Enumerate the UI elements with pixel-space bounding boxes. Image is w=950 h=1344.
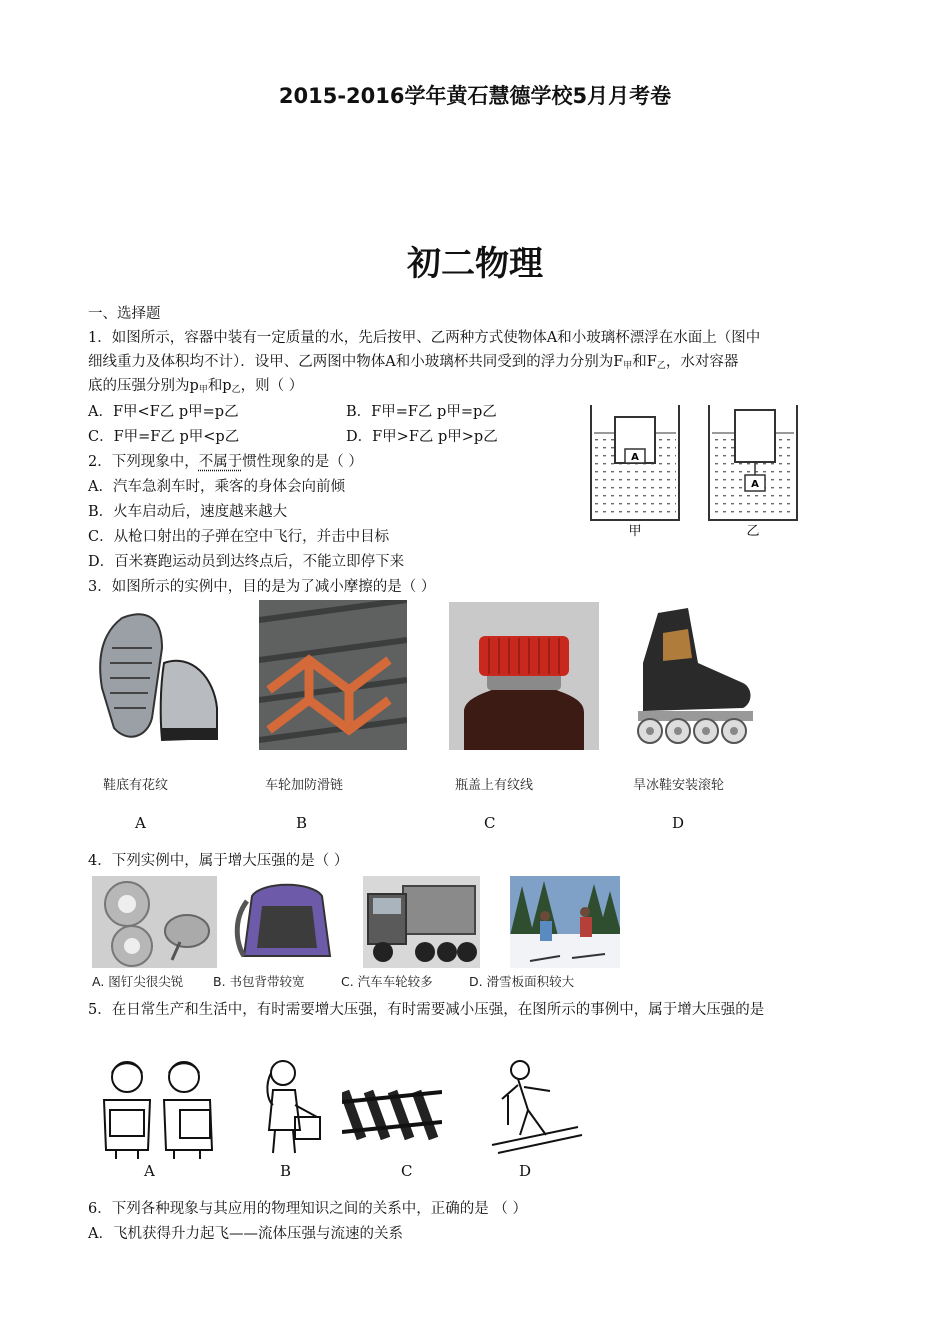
q4-stem: 4．下列实例中，属于增大压强的是（ ）	[88, 853, 349, 869]
q3-caption-c: 瓶盖上有纹线	[455, 778, 534, 793]
q2-stem: 2．下列现象中，不属于惯性现象的是（ ）	[88, 454, 363, 470]
q1-figure	[585, 405, 835, 540]
q4-caption-a: A. 图钉尖很尖锐	[92, 974, 184, 989]
skiers-image	[510, 876, 620, 968]
figure-label-jia: 甲	[628, 524, 642, 539]
q2-option-a: A．汽车急刹车时，乘客的身体会向前倾	[88, 479, 345, 495]
q3-letter-d: D	[672, 814, 685, 832]
q1-stem-line1: 1．如图所示，容器中装有一定质量的水，先后按甲、乙两种方式使物体A和小玻璃杯漂浮在水面上（图中	[88, 330, 761, 346]
q1-option-d: D．F甲>F乙 p甲>p乙	[346, 429, 498, 445]
exam-title: 2015-2016学年黄石慧德学校5月月考卷	[278, 84, 672, 108]
q3-caption-b: 车轮加防滑链	[265, 778, 344, 793]
q4-caption-b: B. 书包背带较宽	[213, 974, 305, 989]
children-backpacks-drawing	[92, 1055, 222, 1160]
railway-track-drawing	[342, 1080, 442, 1148]
q3-caption-d: 旱冰鞋安装滚轮	[633, 778, 725, 793]
q2-option-c: C．从枪口射出的子弹在空中飞行，并击中目标	[88, 529, 390, 545]
block-a-label-jia: A	[631, 452, 639, 463]
q3-caption-a: 鞋底有花纹	[103, 778, 169, 793]
shoe-sole-image	[92, 608, 222, 748]
section-title: 一、选择题	[88, 306, 161, 322]
girl-cutting-drawing	[255, 1055, 325, 1155]
container-yi	[709, 405, 797, 520]
container-jia	[591, 405, 679, 520]
q6-stem: 6．下列各种现象与其应用的物理知识之间的关系中，正确的是 （ ）	[88, 1201, 527, 1217]
q5-letter-b: B	[280, 1162, 292, 1180]
q4-caption-c: C. 汽车车轮较多	[341, 974, 433, 989]
q5-letter-d: D	[519, 1162, 532, 1180]
q3-letter-c: C	[484, 814, 496, 832]
q2-option-b: B．火车启动后，速度越来越大	[88, 504, 288, 520]
q3-letter-a: A	[135, 814, 146, 832]
q3-stem: 3．如图所示的实例中，目的是为了减小摩擦的是（ ）	[88, 579, 436, 595]
q1-option-c: C．F甲=F乙 p甲<p乙	[88, 429, 240, 445]
roller-skate-image	[618, 603, 768, 751]
q2-option-d: D．百米赛跑运动员到达终点后，不能立即停下来	[88, 554, 405, 570]
q4-caption-d: D. 滑雪板面积较大	[469, 974, 575, 989]
q2-emphasis: 不属于	[198, 454, 243, 470]
q5-stem: 5．在日常生产和生活中，有时需要增大压强，有时需要减小压强，在图所示的事例中，属于增大压强的是	[88, 1002, 765, 1018]
q5-letter-c: C	[401, 1162, 413, 1180]
q1-stem-line2: 细线重力及体积均不计）．设甲、乙两图中物体A和小玻璃杯共同受到的浮力分别为$F_甲$和$F_乙$，水对容器	[88, 354, 739, 371]
figure-label-yi: 乙	[746, 524, 760, 539]
block-a-label-yi: A	[751, 479, 759, 490]
subject-title: 初二物理	[407, 244, 543, 284]
thumbtack-image	[92, 876, 217, 968]
q6-option-a: A．飞机获得升力起飞——流体压强与流速的关系	[88, 1226, 403, 1242]
skier-drawing	[488, 1055, 583, 1159]
q3-letter-b: B	[296, 814, 308, 832]
q5-letter-a: A	[144, 1162, 155, 1180]
q1-option-a: A．F甲<F乙 p甲=p乙	[88, 404, 239, 420]
q1-stem-line3: 底的压强分别为$p_甲$和$p_乙$，则（ ）	[88, 378, 304, 395]
q1-option-b: B．F甲=F乙 p甲=p乙	[346, 404, 497, 420]
bottle-cap-image	[449, 602, 599, 750]
backpack-image	[232, 876, 342, 968]
tire-chain-image	[259, 600, 407, 750]
truck-image	[363, 876, 480, 968]
